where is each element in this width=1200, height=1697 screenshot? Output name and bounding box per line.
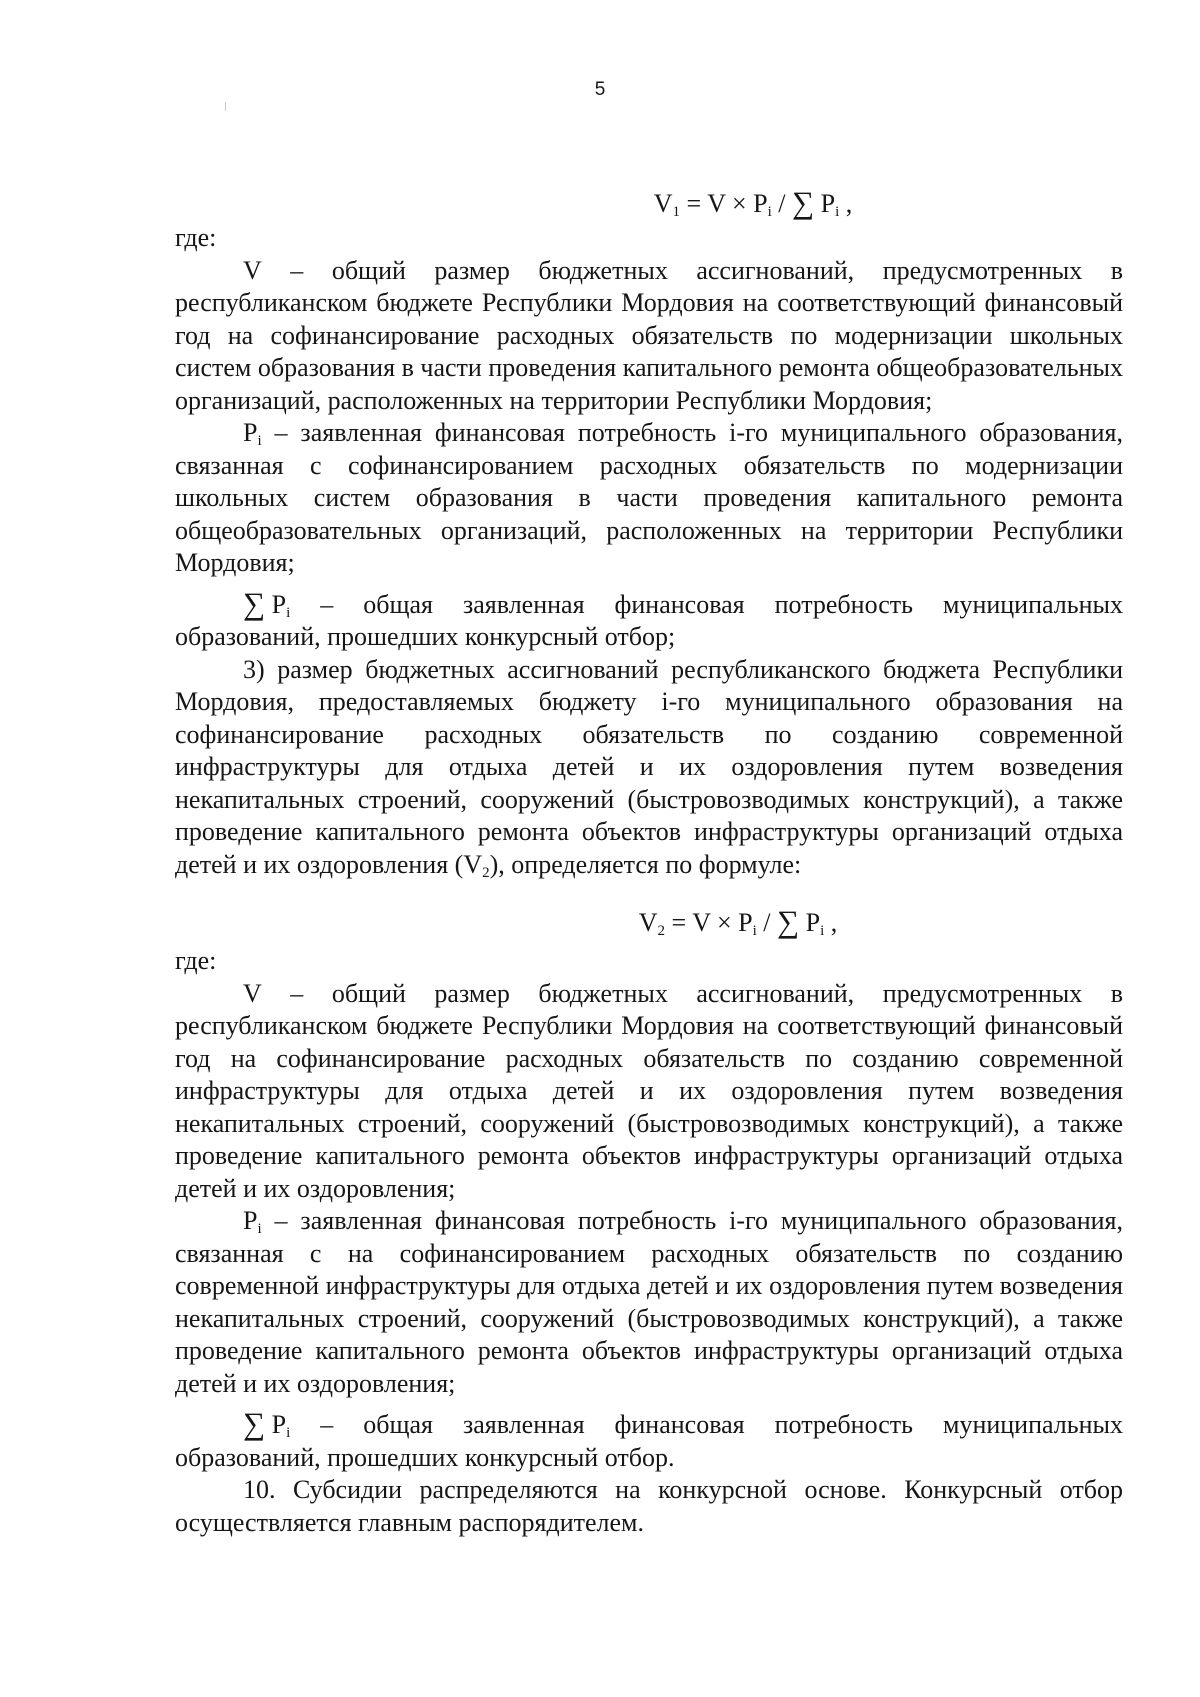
formula-v1-sub-i: i xyxy=(767,204,772,220)
paragraph-3-tail: ), определяется по формуле: xyxy=(489,849,802,879)
formula-v2-slash: / xyxy=(756,908,778,937)
formula-v1-sub-i2: i xyxy=(835,204,840,220)
formula-v1-p: P xyxy=(814,189,836,218)
paragraph-3-text: 3) размер бюджетных ассигнований республиканского бюджета Республики Мордовия, предоставляемых бюджету i-го муниципального образования на софинансирование расходных обязательств по созданию современной инфраструктуры для отдыха детей и их оздоровления путем возведения некапитальных строений, сооружений (быстровозводимых конструкций), а также проведение капитального ремонта объектов инфраструктуры организаций отдыха детей и их оздоровления (V xyxy=(175,654,1123,879)
formula-v2 xyxy=(175,901,1123,941)
definition-v-2 xyxy=(175,978,1123,1206)
definition-sum-1-sub: i xyxy=(286,604,291,621)
paragraph-3: 3) размер бюджетных ассигнований республиканского бюджета Республики Мордовия, предоставляемых бюджету i-го муниципального образования на софинансирование расходных обязательств по созданию современной инфраструктуры для отдыха детей и их оздоровления путем возведения некапитальных строений, сооружений (быстровозводимых конструкций), а также проведение капитального ремонта объектов инфраструктуры организаций отдыха детей и их оздоровления $(V_2)$, определяется по формуле: xyxy=(175,654,1123,881)
formula-v2-lhs-sub: 2 xyxy=(657,923,665,939)
definition-pi-2-symbol xyxy=(243,1205,262,1238)
definition-sum-1-letter: P xyxy=(265,589,287,619)
where-label-2: где: xyxy=(175,946,217,975)
definition-pi-2-letter: P xyxy=(243,1206,258,1235)
definition-sum-2-text: – общая заявленная финансовая потребность муниципальных образований, прошедших конкурсный отбор. xyxy=(175,1410,1123,1472)
definition-sum-2-sub: i xyxy=(286,1425,291,1441)
formula-v2-lhs: V xyxy=(638,908,658,937)
definition-sum-1-text: – общая заявленная финансовая потребность муниципальных образований, прошедших конкурсный отбор; xyxy=(175,589,1123,651)
scan-mark xyxy=(225,102,226,111)
formula-v2-sub-i: i xyxy=(752,923,757,939)
definition-pi-2 xyxy=(175,1205,1123,1400)
definition-v-1-symbol: V xyxy=(243,255,262,285)
formula-v1-lhs: V xyxy=(653,189,673,218)
definition-sum-2 xyxy=(175,1407,1123,1474)
definition-v-1-text: – общий размер бюджетных ассигнований, предусмотренных в республиканском бюджете Республики Мордовия на соответствующий финансовый год на софинансирование расходных обязательств по модернизации школьных систем образования в части проведения капитального ремонта общеобразовательных организаций, расположенных на территории Республики Мордовия; xyxy=(175,255,1123,415)
formula-v1-slash: / xyxy=(771,189,793,218)
definition-sum-1-symbol xyxy=(243,587,290,622)
definition-pi-1-text: – заявленная финансовая потребность i-го муниципального образования, связанная с софинансированием расходных обязательств по модернизации школьных систем образования в части проведения капитального ремонта общеобразовательных организаций, расположенных на территории Республики Мордовия; xyxy=(175,418,1123,577)
formula-v2-middle: = V × P xyxy=(665,908,753,937)
definition-v-1 xyxy=(175,255,1123,418)
formula-v2-p: P xyxy=(799,908,821,937)
definition-pi-1-symbol xyxy=(243,417,262,450)
formula-v2-tail: , xyxy=(824,908,838,937)
paragraph-10: 10. Субсидии распределяются на конкурсной основе. Конкурсный отбор осуществляется главным распорядителем. xyxy=(175,1475,1123,1537)
definition-sum-1 xyxy=(175,587,1123,654)
definition-pi-2-text: – заявленная финансовая потребность i-го муниципального образования, связанная с на софинансированием расходных обязательств по созданию современной инфраструктуры для отдыха детей и их оздоровления путем возведения некапитальных строений, сооружений (быстровозводимых конструкций), а также проведение капитального ремонта объектов инфраструктуры организаций отдыха детей и их оздоровления; xyxy=(175,1206,1123,1398)
formula-v2-sub-i2: i xyxy=(820,923,825,939)
definition-pi-1 xyxy=(175,417,1123,580)
definition-v-2-text: – общий размер бюджетных ассигнований, предусмотренных в республиканском бюджете Республики Мордовия на соответствующий финансовый год на софинансирование расходных обязательств по созданию современной инфраструктуры для отдыха детей и их оздоровления путем возведения некапитальных строений, сооружений (быстровозводимых конструкций), а также проведение капитального ремонта объектов инфраструктуры организаций отдыха детей и их оздоровления; xyxy=(175,978,1123,1203)
definition-pi-1-sub: i xyxy=(257,433,262,449)
formula-v1-lhs-sub: 1 xyxy=(672,204,680,220)
formula-v1 xyxy=(175,182,1123,222)
page-number: 5 xyxy=(594,79,606,100)
definition-sum-2-letter: P xyxy=(265,1410,287,1439)
definition-v-2-symbol: V xyxy=(243,978,262,1008)
definition-pi-1-letter: P xyxy=(243,418,258,447)
definition-pi-2-sub: i xyxy=(257,1221,262,1237)
sigma-symbol: ∑ xyxy=(243,585,266,621)
definition-sum-2-symbol xyxy=(243,1407,290,1442)
sigma-symbol: ∑ xyxy=(777,904,800,939)
formula-v1-middle: = V × P xyxy=(680,189,768,218)
sigma-symbol: ∑ xyxy=(243,1406,266,1441)
document-body xyxy=(175,182,1123,1539)
where-label-1: где: xyxy=(175,223,217,252)
sigma-symbol: ∑ xyxy=(792,185,815,220)
formula-v1-tail: , xyxy=(839,189,853,218)
